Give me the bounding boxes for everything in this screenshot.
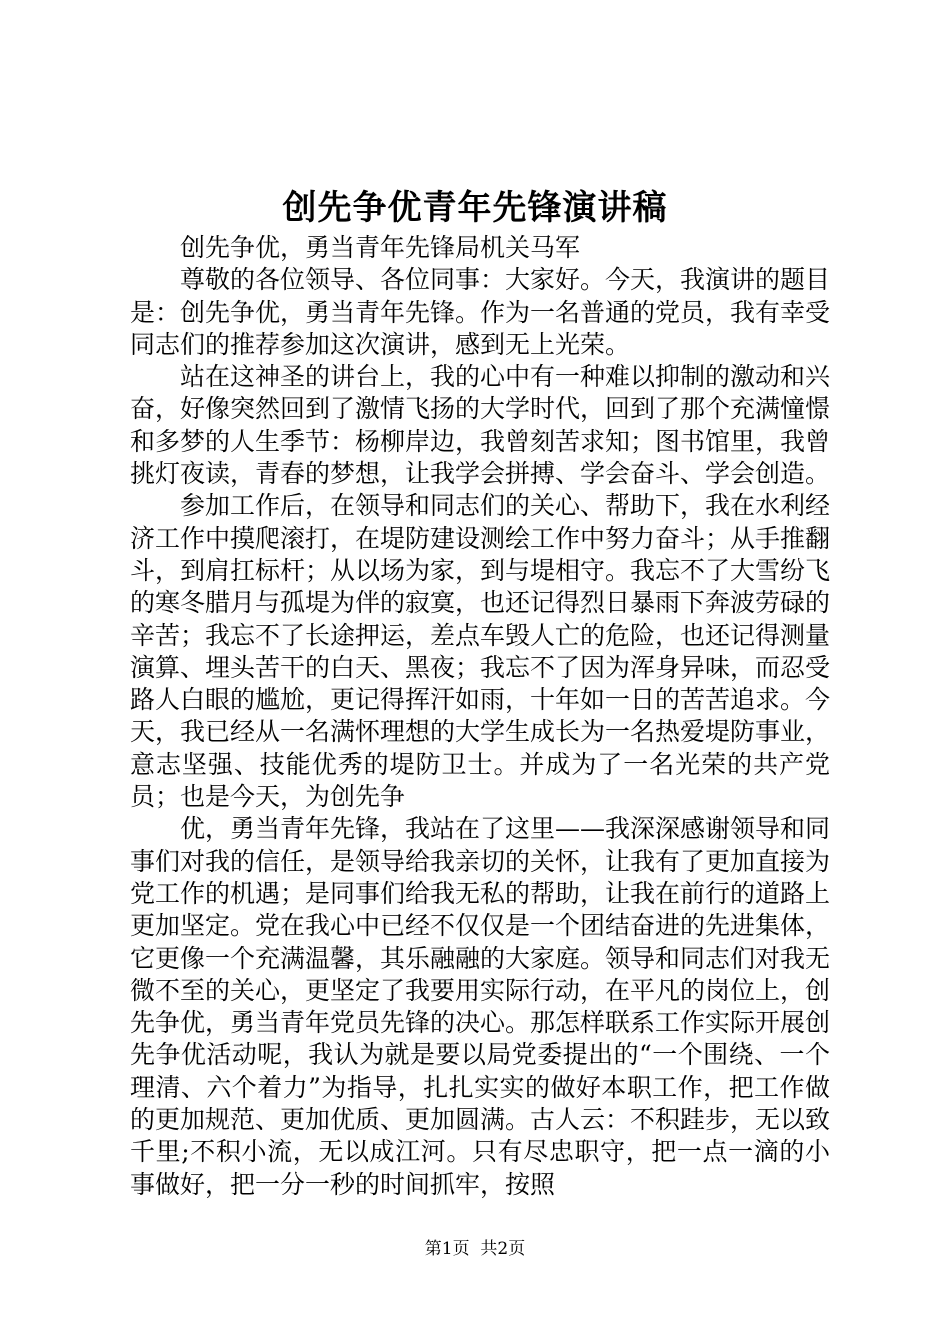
paragraph: 优，勇当青年先锋，我站在了这里——我深深感谢领导和同事们对我的信任，是领导给我亲切的关怀，让我有了更加直接为党工作的机遇；是同事们给我无私的帮助，让我在前行的道路上更加坚定。党在我心中已经不仅仅是一个团结奋进的先进集体，它更像一个充满温馨，其乐融融的大家庭。领导和同志们对我无微不至的关心，更坚定了我要用实际行动，在平凡的岗位上，创先争优，勇当青年党员先锋的决心。那怎样联系工作实际开展创先争优活动呢，我认为就是要以局党委提出的“一个围绕、一个理清、六个着力”为指导，扎扎实实的做好本职工作，把工作做的更加规范、更加优质、更加圆满。古人云：不积跬步，无以致千里;不积小流，无以成江河。只有尽忠职守，把一点一滴的小事做好，把一分一秒的时间抓牢，按照 [130, 814, 831, 1199]
page-total: 共2页 [480, 1239, 526, 1259]
document-title: 创先争优青年先锋演讲稿 [282, 188, 668, 228]
page-number: 第1页 [424, 1239, 470, 1259]
paragraph: 参加工作后，在领导和同志们的关心、帮助下，我在水利经济工作中摸爬滚打，在堤防建设测绘工作中努力奋斗；从手推翻斗，到肩扛标杆；从以场为家，到与堤相守。我忘不了大雪纷飞的寒冬腊月与孤堤为伴的寂寞，也还记得烈日暴雨下奔波劳碌的辛苦；我忘不了长途押运，差点车毁人亡的危险，也还记得测量演算、埋头苦干的白天、黑夜；我忘不了因为浑身异味，而忍受路人白眼的尴尬，更记得挥汗如雨，十年如一日的苦苦追求。今天，我已经从一名满怀理想的大学生成长为一名热爱堤防事业，意志坚强、技能优秀的堤防卫士。并成为了一名光荣的共产党员；也是今天，为创先争 [130, 491, 831, 812]
paragraph: 尊敬的各位领导、各位同事：大家好。今天，我演讲的题目是：创先争优，勇当青年先锋。作为一名普通的党员，我有幸受同志们的推荐参加这次演讲，感到无上光荣。 [130, 265, 831, 359]
paragraph-byline: 创先争优，勇当青年先锋局机关马军 [180, 233, 581, 262]
page-footer [0, 1237, 950, 1261]
paragraph: 站在这神圣的讲台上，我的心中有一种难以抑制的激动和兴奋，好像突然回到了激情飞扬的大学时代，回到了那个充满憧憬和多梦的人生季节：杨柳岸边，我曾刻苦求知；图书馆里，我曾挑灯夜读，青春的梦想，让我学会拼搏、学会奋斗、学会创造。 [130, 362, 831, 489]
document-body [130, 232, 830, 1201]
